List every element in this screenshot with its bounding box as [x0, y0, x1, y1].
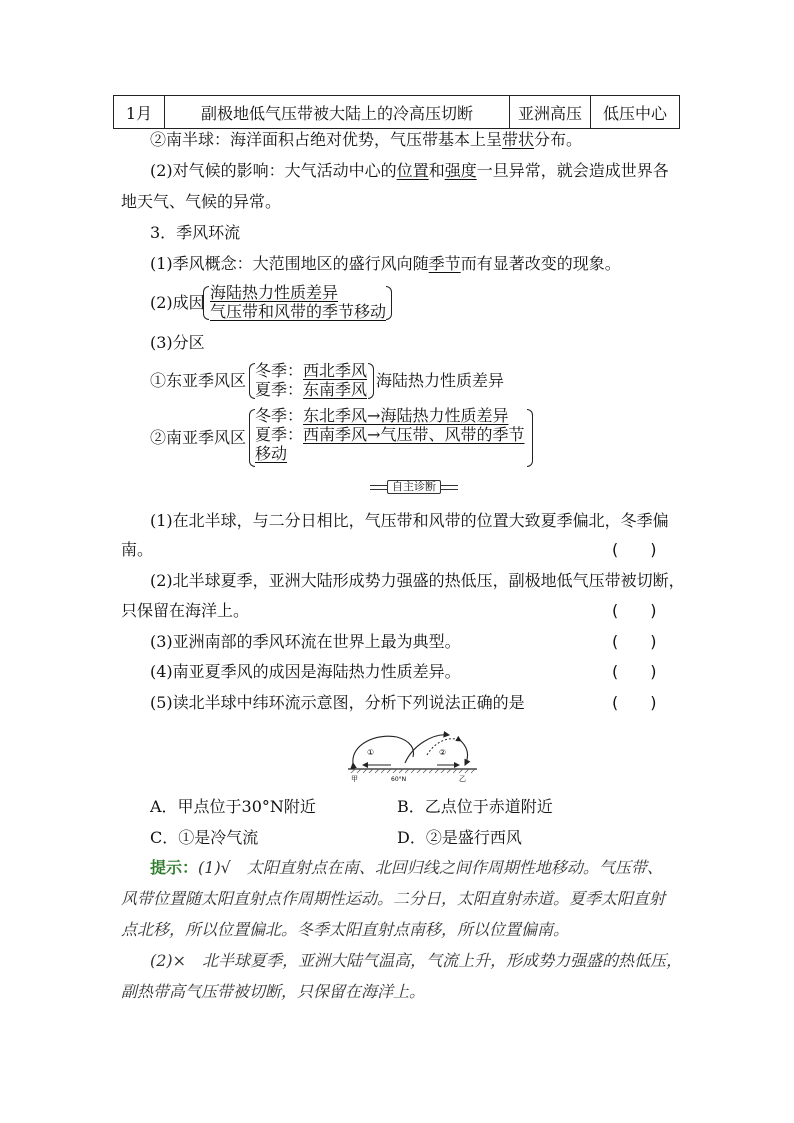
question-3: (3)亚洲南部的季风环流在世界上最为典型。: [150, 632, 461, 651]
hint-line-2: 风带位置随太阳直射点作周期性运动。二分日，太阳直射赤道。夏季太阳直射: [121, 889, 666, 908]
hint-line-5: 副热带高气压带被切断，只保留在海洋上。: [121, 982, 426, 1001]
text: 东北季风: [303, 406, 368, 425]
south-asia-summer: [255, 425, 524, 445]
text: 一旦异常，就会造成世界各: [476, 161, 669, 180]
option-a[interactable]: A．甲点位于30°N附近: [150, 797, 316, 816]
hint-text: (1)√ 太阳直射点在南、北回归线之间作周期性地移动。气压带、: [198, 858, 663, 877]
text: 带状: [502, 130, 535, 149]
hint-label: 提示：: [150, 858, 199, 877]
text: 海陆热力性质差异: [210, 283, 339, 302]
circulation-diagram: [345, 727, 480, 784]
cell-2-descend: [461, 741, 468, 765]
text: →海陆热力性质差异: [367, 406, 509, 425]
circle-label-2: ②: [439, 748, 447, 757]
right-brace: [527, 409, 533, 467]
cause-item-1: [210, 283, 338, 303]
text: 冬季：: [255, 361, 304, 380]
question-2-cont: 只保留在海洋上。: [121, 601, 250, 620]
cause-label: (2)成因: [150, 293, 205, 312]
east-asia-winter: [255, 361, 367, 381]
answer-blank[interactable]: ( ): [612, 693, 657, 712]
text: 东南季风: [303, 380, 368, 399]
tag-label: 自主诊断: [387, 480, 441, 494]
text: 的季节移动: [306, 302, 387, 321]
month-cell: 1月: [114, 96, 165, 129]
right-brace: [368, 363, 374, 399]
text: ②南半球：海洋面积占绝对优势，气压带基本上呈: [150, 130, 503, 149]
text: 强度: [444, 161, 477, 180]
answer-blank[interactable]: ( ): [612, 601, 657, 620]
climate-impact-line: [150, 161, 669, 181]
hint-line-3: 点北移，所以位置偏北。冬季太阳直射点南移，所以位置偏南。: [121, 920, 570, 939]
southern-hemisphere-line: [150, 130, 582, 150]
latitude-label: 60°N: [391, 776, 407, 783]
zones-heading: (3)分区: [150, 333, 205, 352]
south-asia-label: ②南亚季风区: [150, 428, 247, 447]
text: 季节: [428, 254, 461, 273]
option-c[interactable]: C．①是冷气流: [150, 828, 259, 847]
east-asia-summer: [255, 380, 367, 400]
hint-line-4: (2)× 北半球夏季，亚洲大陆气温高，气流上升，形成势力强盛的热低压，: [150, 951, 683, 970]
left-brace: [203, 286, 209, 320]
south-asia-move: [255, 444, 287, 464]
high-cell: 亚洲高压: [510, 96, 591, 129]
option-b[interactable]: B．乙点位于赤道附近: [397, 797, 553, 816]
text: (2)对气候的影响：大气活动中心的: [150, 161, 397, 180]
text: 夏季：: [255, 425, 304, 444]
cell-1-side: [397, 737, 413, 757]
self-diagnosis-tag: [370, 480, 458, 494]
point-yi: 乙: [459, 775, 466, 783]
circle-label-1: ①: [367, 748, 375, 757]
text: 分布。: [534, 130, 583, 149]
low-cell: 低压中心: [591, 96, 680, 129]
text: 西南季风: [303, 425, 368, 444]
point-jia: 甲: [351, 775, 358, 783]
answer-blank[interactable]: ( ): [612, 540, 657, 559]
south-asia-winter: [255, 406, 508, 426]
section-heading: 3．季风环流: [150, 223, 241, 242]
question-5: (5)读北半球中纬环流示意图，分析下列说法正确的是: [150, 693, 525, 712]
question-4: (4)南亚夏季风的成因是海陆热力性质差异。: [150, 662, 461, 681]
right-brace: [386, 286, 392, 320]
cell-1-top-arrow: [353, 736, 397, 763]
east-asia-cause: 海陆热力性质差异: [376, 371, 505, 390]
text: 移动: [255, 444, 288, 463]
text: 冬季：: [255, 406, 304, 425]
divider: [441, 485, 458, 490]
cause-item-2: [210, 302, 386, 322]
answer-blank[interactable]: ( ): [612, 632, 657, 651]
question-1-cont: 南。: [121, 540, 154, 559]
monsoon-concept-line: [150, 254, 621, 274]
desc-cell: 副极地低气压带被大陆上的冷高压切断: [165, 96, 510, 129]
text-line: 地天气、气候的异常。: [121, 192, 282, 211]
text: 和: [428, 161, 445, 180]
question-1: (1)在北半球，与二分日相比，气压带和风带的位置大致夏季偏北，冬季偏: [150, 511, 669, 530]
east-asia-label: ①东亚季风区: [150, 371, 247, 390]
question-2: (2)北半球夏季，亚洲大陆形成势力强盛的热低压，副极地低气压带被切断，: [150, 571, 685, 590]
table-row: [114, 96, 680, 129]
text: 而有显著改变的现象。: [460, 254, 621, 273]
text: 夏季：: [255, 380, 304, 399]
option-d[interactable]: D．②是盛行西风: [397, 828, 522, 847]
monsoon-table: [113, 95, 680, 129]
text: 西北季风: [303, 361, 368, 380]
answer-blank[interactable]: ( ): [612, 662, 657, 681]
text: 气压带和风带: [210, 302, 307, 321]
divider: [370, 485, 387, 490]
hint-line-1: [150, 858, 663, 878]
text: 位置: [396, 161, 429, 180]
text: (1)季风概念：大范围地区的盛行风向随: [150, 254, 429, 273]
text: →气压带、风带的季节: [367, 425, 525, 444]
